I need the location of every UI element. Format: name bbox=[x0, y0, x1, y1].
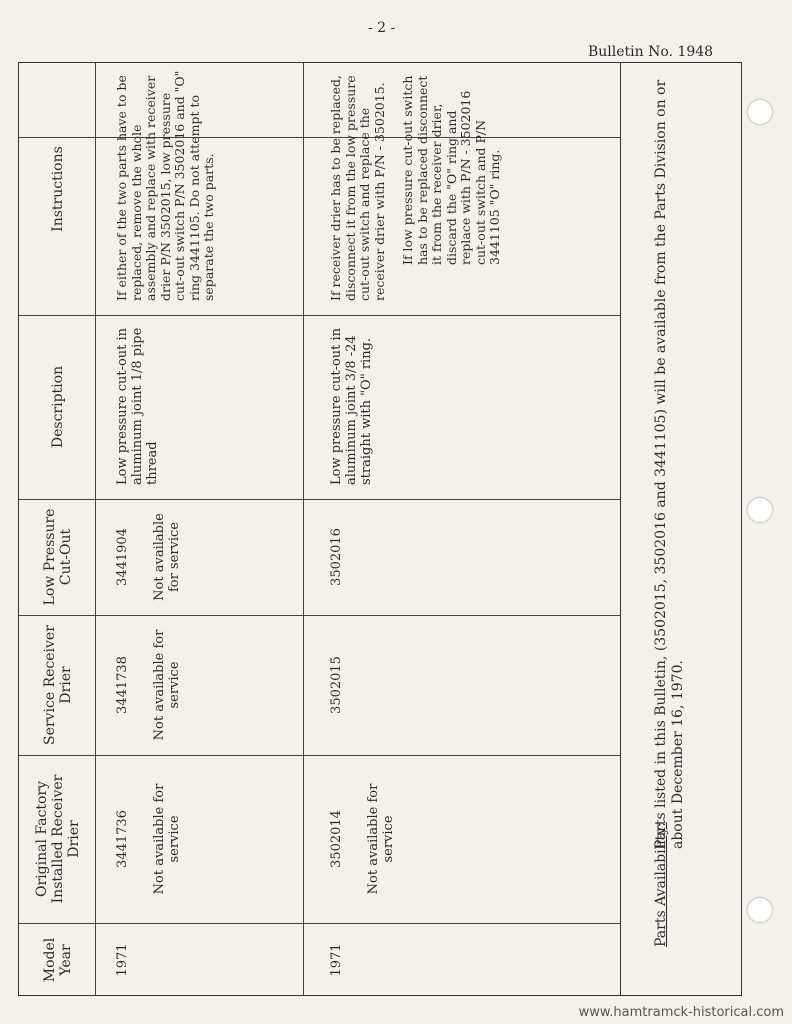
row1-original bbox=[97, 755, 311, 923]
row2-service-part: 3502015 bbox=[329, 656, 344, 714]
header-model-year: Model Year bbox=[42, 937, 74, 983]
header-description: Description bbox=[50, 365, 66, 449]
header-original-drier: Original Factory Installed Receiver Drier bbox=[34, 774, 82, 904]
table-content bbox=[19, 63, 621, 997]
watermark-url: www.hamtramck-historical.com bbox=[578, 1005, 784, 1020]
parts-availability-content bbox=[635, 63, 755, 997]
row1-original-part: 3441736 bbox=[115, 810, 130, 868]
page-number: - 2 - bbox=[368, 20, 396, 36]
header-service-drier: Service Receiver Drier bbox=[42, 625, 74, 745]
row2-year: 1971 bbox=[329, 943, 344, 977]
binder-hole bbox=[748, 100, 772, 124]
parts-table bbox=[19, 63, 621, 995]
row2-description: Low pressure cut-out in aluminum joint 3/8 -24 straight with "O" ring. bbox=[329, 327, 374, 485]
row2-original-note: Not available for service bbox=[366, 783, 396, 895]
row2-instructions-switch: If low pressure cut-out switch has to be replaced disconnect it from the receiver drier, discard the "O" ring and replace with P/N - 3502016 cut-out switch and P/N 3441105 "O" ring. bbox=[400, 75, 502, 265]
binder-hole bbox=[748, 498, 772, 522]
binder-hole bbox=[748, 898, 772, 922]
row2-lowpressure-part: 3502016 bbox=[329, 528, 344, 586]
header-low-pressure: Low Pressure Cut-Out bbox=[42, 508, 74, 606]
parts-availability-label: Parts Availability: bbox=[653, 822, 669, 947]
row1-service-note: Not available for service bbox=[152, 629, 182, 741]
row1-instructions: If either of the two parts have to be replaced, remove the whole assembly and replace with receiver drier P/N 3502015, low pressure cut-out switch P/N 3502016 and "O" ring 3441105. Do not attempt to separate the two parts. bbox=[114, 70, 216, 301]
row1-lowpressure bbox=[97, 499, 311, 615]
bulletin-number: Bulletin No. 1948 bbox=[588, 44, 714, 60]
row1-description: Low pressure cut-out in aluminum joint 1/8 pipe thread bbox=[115, 327, 160, 485]
row1-lowpressure-note: Not available for service bbox=[152, 513, 182, 601]
row2-original-part: 3502014 bbox=[329, 810, 344, 868]
row1-service bbox=[97, 615, 311, 755]
row1-year: 1971 bbox=[115, 943, 130, 977]
row2-instructions-receiver: If receiver drier has to be replaced, disconnect it from the low pressure cut-out switch and replace the receiver drier with P/N - 3502015. bbox=[328, 74, 387, 301]
row2-instructions bbox=[311, 63, 621, 315]
parts-availability-text: Parts listed in this Bulletin, (3502015, 3502016 and 3441105) will be available from the Parts Division on or about December 16, 1970. bbox=[653, 79, 686, 849]
row1-service-part: 3441738 bbox=[115, 656, 130, 714]
row2-original bbox=[311, 755, 621, 923]
row1-lowpressure-part: 3441904 bbox=[115, 528, 130, 586]
parts-availability-section bbox=[621, 63, 741, 997]
row1-original-note: Not available for service bbox=[152, 783, 182, 895]
header-instructions: Instructions bbox=[50, 146, 66, 232]
parts-table-frame bbox=[18, 62, 742, 996]
